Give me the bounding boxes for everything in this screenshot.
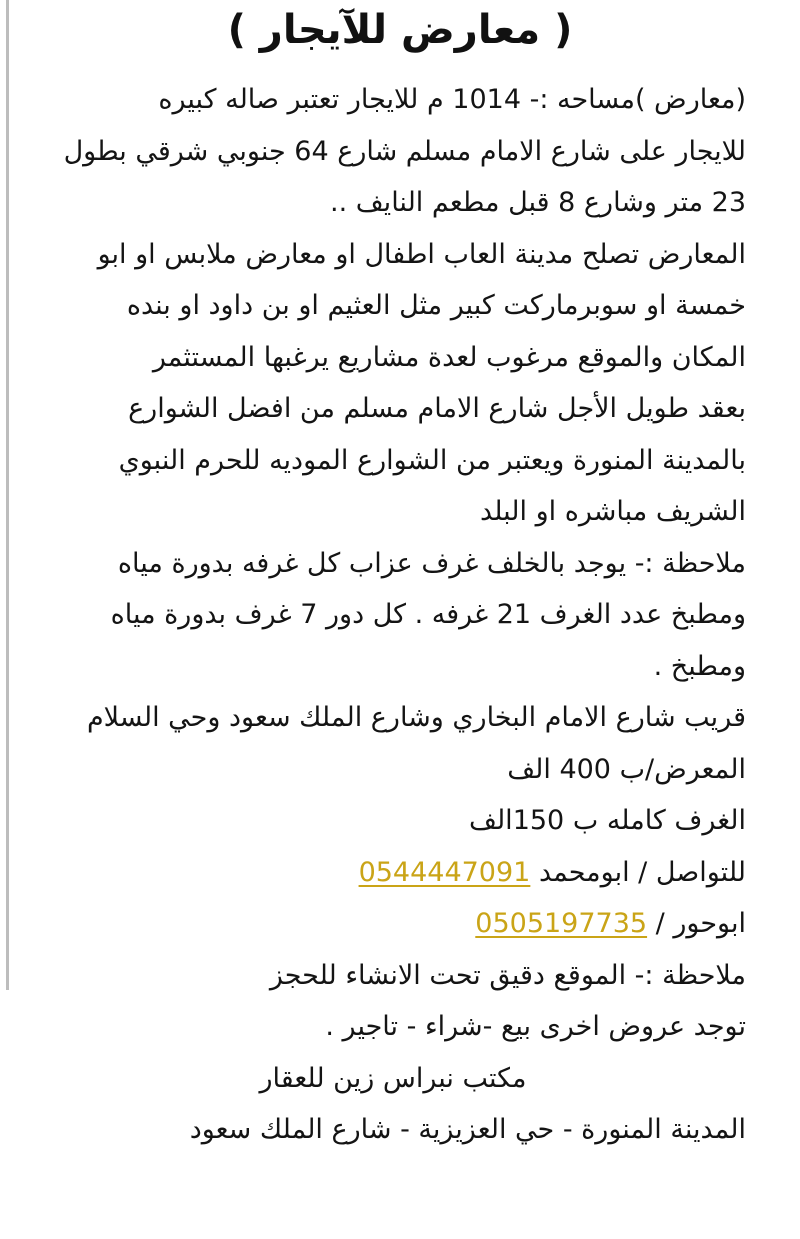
- listing-line: خمسة او سوبرماركت كبير مثل العثيم او بن داود او بنده: [126, 290, 746, 321]
- listing-line: للايجار على شارع الامام مسلم شارع 64 جنوبي شرقي بطول: [63, 135, 746, 167]
- contact-label-2: ابوحور /: [655, 908, 746, 939]
- phone-link-2[interactable]: 0505197735: [475, 908, 648, 939]
- contact-line-2: [40, 898, 746, 950]
- contact-line-1: [40, 847, 746, 899]
- contact-label-1: للتواصل / ابومحمد: [538, 856, 746, 888]
- listing-line: الشريف مباشره او البلد: [480, 496, 746, 527]
- office-address: المدينة المنورة - حي العزيزية - شارع الملك سعود: [189, 1114, 746, 1145]
- offers-line: توجد عروض اخرى بيع -شراء - تاجير .: [325, 1011, 746, 1042]
- note-line: ملاحظة :- يوجد بالخلف غرف عزاب كل غرفه بدورة مياه: [117, 547, 746, 579]
- nearby-line: قريب شارع الامام البخاري وشارع الملك سعود وحي السلام: [86, 702, 746, 733]
- price-line-rooms: الغرف كامله ب 150الف: [469, 805, 746, 836]
- note-line: ومطبخ .: [653, 650, 746, 682]
- price-line-showroom: المعرض/ب 400 الف: [507, 753, 746, 785]
- listing-line: بعقد طويل الأجل شارع الامام مسلم من افضل الشوارع: [128, 393, 746, 424]
- listing-line: 23 متر وشارع 8 قبل مطعم النايف ..: [329, 187, 746, 218]
- listing-line: (معارض )مساحه :- 1014 م للايجار تعتبر صاله كبيره: [158, 84, 746, 115]
- listing-line: بالمدينة المنورة ويعتبر من الشوارع الموديه للحرم النبوي: [118, 444, 746, 476]
- note-line: ومطبخ عدد الغرف 21 غرفه . كل دور 7 غرف بدورة مياه: [110, 599, 746, 630]
- page-title: ( معارض للآيجار ): [227, 7, 573, 53]
- office-name: مكتب نبراس زين للعقار: [259, 1062, 527, 1094]
- phone-link-1[interactable]: 0544447091: [358, 856, 531, 888]
- left-border-rule: [6, 0, 9, 990]
- listing-body: [40, 74, 746, 1156]
- listing-line: المكان والموقع مرغوب لعدة مشاريع يرغبها المستثمر: [152, 341, 746, 373]
- note-line-booking: ملاحظة :- الموقع دقيق تحت الانشاء للحجز: [269, 959, 746, 991]
- listing-line: المعارض تصلح مدينة العاب اطفال او معارض ملابس او ابو: [97, 238, 746, 270]
